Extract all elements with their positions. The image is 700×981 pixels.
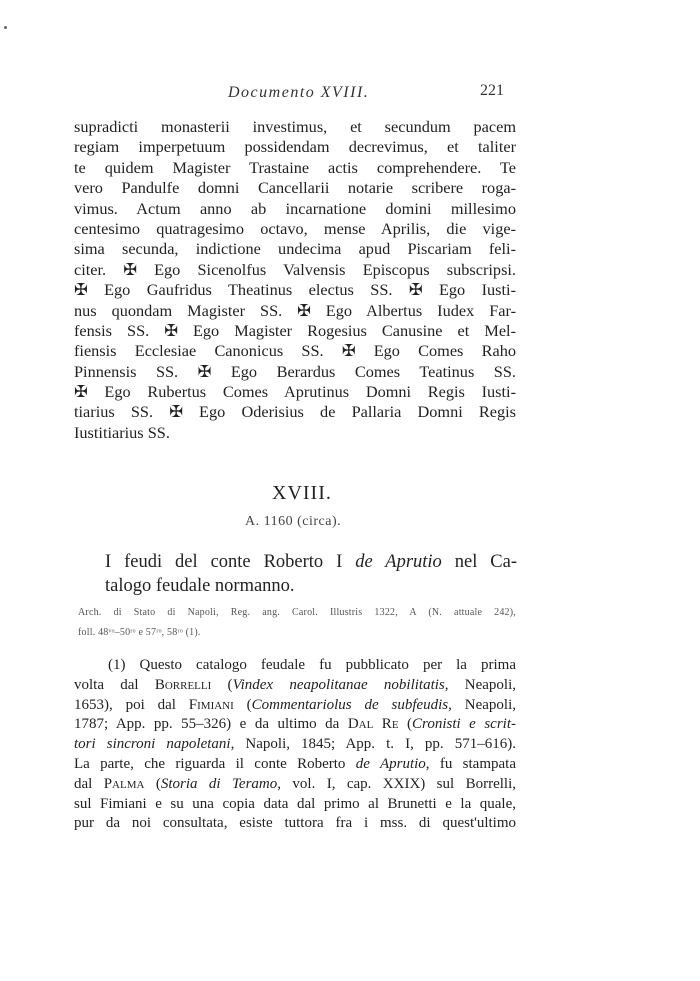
title-text: nel Ca- [441,552,517,572]
footnote-text: 1653), poi dal [74,696,189,713]
document-number: XVIII. [272,482,332,504]
text-line: vero Pandulfe domni Cancellarii notarie scribere roga- [74,178,516,198]
footnote-line [74,676,516,696]
text-line: ✠ Ego Gaufridus Theatinus electus SS. ✠ Ego Iusti- [74,280,516,300]
work-title: Vindex neapolitanae nobilitatis [232,676,445,693]
footnote-text: , fu stampata [425,755,516,772]
text-line: Pinnensis SS. ✠ Ego Berardus Comes Teatinus SS. [74,361,516,381]
text-line: fensis SS. ✠ Ego Magister Rogesius Canusine et Mel- [74,320,516,340]
archival-source [78,603,516,643]
footnote-line: pur da noi consultata, esiste tuttora fra i mss. di quest'ultimo [74,815,516,832]
author-name: Fimiani [188,696,234,713]
document-body-text [74,117,516,443]
footnote-text: ( [398,716,413,733]
footnote-line [74,715,516,735]
text-line: tiarius SS. ✠ Ego Oderisius de Pallaria Domni Regis [74,402,516,422]
footnote-text: ( [211,676,233,693]
text-line: ✠ Ego Rubertus Comes Aprutinus Domni Regis Iusti- [74,382,516,402]
text-line: nus quondam Magister SS. ✠ Ego Albertus Iudex Far- [74,300,516,320]
footnote-line [74,755,516,775]
title-italic-text: de Aprutio [355,552,442,572]
text-line: citer. ✠ Ego Sicenolfus Valvensis Episcopus subscripsi. [74,259,516,279]
text-line: Iustitiarius SS. [74,422,170,442]
footnote-text: , vol. I, cap. XXIX) sul Borrelli, [277,775,516,792]
text-line: vimus. Actum anno ab incarnatione domini millesimo [74,198,516,218]
work-title: Storia di Teramo [160,775,278,792]
text-line: supradicti monasterii investimus, et secundum pacem [74,117,516,136]
footnote-text: dal [74,775,104,792]
title-line [105,550,517,574]
author-name: Palma [103,775,145,792]
footnote-line: sul Fimiani e su una copia data dal primo al Brunetti e la quale, [74,795,516,812]
page-number: 221 [480,82,504,99]
footnote-text: ( [233,696,252,713]
text-line: fiensis Ecclesiae Canonicus SS. ✠ Ego Comes Raho [74,341,516,361]
italic-text: de Aprutio [355,755,426,772]
footnote-text: 1787; App. pp. 55–326) e da ultimo da [74,716,348,733]
text-line: te quidem Magister Trastaine actis comprehendere. Te [74,157,516,177]
text-line: centesimo quatragesimo octavo, mense Aprilis, die vige- [74,218,516,238]
footnote-text: , Neapoli, [448,696,516,713]
work-title: Commentariolus de subfeudis [251,696,449,713]
footnote-line: (1) Questo catalogo feudale fu pubblicato per la prima [108,657,516,673]
author-name: Borrelli [154,676,212,693]
footnote-text: ( [144,775,161,792]
footnote-line [74,775,516,795]
work-title: Cronisti e scrit- [412,716,516,733]
document-date: A. 1160 (circa). [245,514,342,529]
work-title: tori sincroni napoletani [74,736,231,753]
footnote [74,656,516,834]
footnote-text: , Napoli, 1845; App. t. I, pp. 571–616). [230,736,516,753]
source-line: foll. 48ᵛᵒ–50ʳᵒ e 57ʳᵒ, 58ʳᵒ (1). [78,627,201,638]
text-line: regiam imperpetuum possidendam decrevimus, et taliter [74,137,516,157]
footnote-line [74,735,516,755]
text-line: sima secunda, indictione undecima apud Piscariam feli- [74,239,516,259]
running-head-title: Documento XVIII. [228,84,370,101]
title-text: I feudi del conte Roberto I [105,552,356,572]
document-title [105,550,517,598]
source-line: Arch. di Stato di Napoli, Reg. ang. Carol. Illustris 1322, A (N. attuale 242), [78,607,516,618]
footnote-text: La parte, che riguarda il conte Roberto [74,755,356,772]
footnote-text: volta dal [74,676,155,693]
page-speck [4,26,7,29]
author-name: Dal Re [347,716,399,733]
footnote-text: , Neapoli, [444,676,517,693]
footnote-line [74,696,516,716]
title-line: talogo feudale normanno. [105,576,295,596]
